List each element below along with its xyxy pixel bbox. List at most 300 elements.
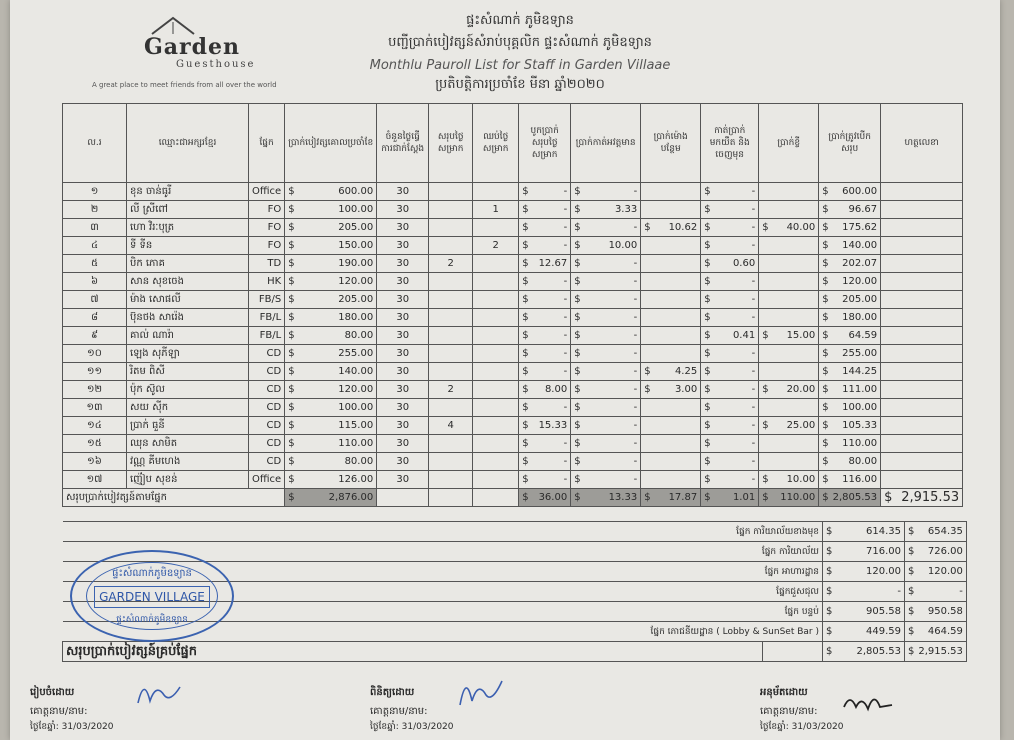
employee-name: ទី ទីន xyxy=(127,237,249,255)
signature-mark xyxy=(840,687,900,723)
overtime xyxy=(641,471,701,489)
summary-label: ផ្នែក អាហារដ្ឋាន xyxy=(63,562,823,582)
overtime: $ 3.00 xyxy=(641,381,701,399)
base-salary: $ 255.00 xyxy=(285,345,377,363)
summary-net: $ 449.59 xyxy=(823,622,905,642)
working-days: 30 xyxy=(377,309,429,327)
document-header xyxy=(310,12,730,95)
summary-grand: $ 726.00 xyxy=(905,542,967,562)
overtime: $ 4.25 xyxy=(641,363,701,381)
days-off xyxy=(429,399,473,417)
row-number: ១៧ xyxy=(63,471,127,489)
days-off xyxy=(429,273,473,291)
summary-total-grand: $ 2,915.53 xyxy=(905,642,967,662)
signature-mark xyxy=(450,669,510,713)
days-off xyxy=(429,327,473,345)
days-off-taken xyxy=(473,417,519,435)
column-header: ហត្ថលេខា xyxy=(881,104,963,183)
working-days: 30 xyxy=(377,291,429,309)
net-pay: $ 100.00 xyxy=(819,399,881,417)
table-row xyxy=(63,255,963,273)
days-off xyxy=(429,237,473,255)
day-off-pay: $ - xyxy=(519,327,571,345)
company-stamp xyxy=(70,550,234,642)
employee-name: ញ៉ៀប សុខន់ xyxy=(127,471,249,489)
table-row xyxy=(63,309,963,327)
days-off xyxy=(429,363,473,381)
net-pay: $ 205.00 xyxy=(819,291,881,309)
total-ot: $ 17.87 xyxy=(641,489,701,507)
days-off-taken xyxy=(473,309,519,327)
total-net: $ 2,805.53 xyxy=(819,489,881,507)
working-days: 30 xyxy=(377,219,429,237)
signature-cell xyxy=(881,255,963,273)
overtime xyxy=(641,183,701,201)
payroll-table xyxy=(62,103,963,507)
absence-deduction: $ - xyxy=(571,291,641,309)
signature-cell xyxy=(881,291,963,309)
overtime xyxy=(641,309,701,327)
column-header: បូកប្រាក់សរុបថ្ងៃសម្រាក xyxy=(519,104,571,183)
english-title: Monthlu Pauroll List for Staff in Garden Villaae xyxy=(369,58,671,73)
overtime xyxy=(641,237,701,255)
table-row xyxy=(63,201,963,219)
base-salary: $ 120.00 xyxy=(285,273,377,291)
row-number: ១៤ xyxy=(63,417,127,435)
net-pay: $ 144.25 xyxy=(819,363,881,381)
logo-brand: Garden xyxy=(144,34,241,60)
signature-cell xyxy=(881,471,963,489)
summary-label: ផ្នែក បន្ទប់ xyxy=(63,602,823,622)
row-number: ២ xyxy=(63,201,127,219)
table-row xyxy=(63,291,963,309)
days-off xyxy=(429,219,473,237)
summary-row xyxy=(63,522,967,542)
days-off xyxy=(429,435,473,453)
base-salary: $ 600.00 xyxy=(285,183,377,201)
loan xyxy=(759,435,819,453)
loan xyxy=(759,237,819,255)
department: CD xyxy=(249,399,285,417)
column-header: ប្រាក់ត្រូវបើកសរុប xyxy=(819,104,881,183)
net-pay: $ 64.59 xyxy=(819,327,881,345)
summary-total-net: $ 2,805.53 xyxy=(823,642,905,662)
late-deduction: $ - xyxy=(701,399,759,417)
row-number: ១១ xyxy=(63,363,127,381)
loan xyxy=(759,363,819,381)
signature-cell xyxy=(881,237,963,255)
table-row xyxy=(63,183,963,201)
signature-cell xyxy=(881,399,963,417)
days-off-taken xyxy=(473,273,519,291)
net-pay: $ 116.00 xyxy=(819,471,881,489)
summary-net: $ 716.00 xyxy=(823,542,905,562)
absence-deduction: $ - xyxy=(571,417,641,435)
column-header: ល.រ xyxy=(63,104,127,183)
summary-grand: $ 950.58 xyxy=(905,602,967,622)
department: TD xyxy=(249,255,285,273)
late-deduction: $ - xyxy=(701,363,759,381)
base-salary: $ 205.00 xyxy=(285,291,377,309)
base-salary: $ 120.00 xyxy=(285,381,377,399)
employee-name: ហោ វិរៈបុត្រ xyxy=(127,219,249,237)
table-row xyxy=(63,417,963,435)
days-off-taken xyxy=(473,291,519,309)
column-header: ប្រាក់កាត់អវត្តមាន xyxy=(571,104,641,183)
late-deduction: $ - xyxy=(701,417,759,435)
net-pay: $ 80.00 xyxy=(819,453,881,471)
days-off-taken xyxy=(473,471,519,489)
department: CD xyxy=(249,435,285,453)
days-off-taken xyxy=(473,327,519,345)
total-loan: $ 110.00 xyxy=(759,489,819,507)
base-salary: $ 80.00 xyxy=(285,327,377,345)
days-off xyxy=(429,291,473,309)
loan: $ 25.00 xyxy=(759,417,819,435)
absence-deduction: $ - xyxy=(571,327,641,345)
base-salary: $ 150.00 xyxy=(285,237,377,255)
payroll-sheet xyxy=(10,0,1000,740)
signature-cell xyxy=(881,309,963,327)
department: FB/L xyxy=(249,327,285,345)
signature-cell xyxy=(881,219,963,237)
employee-name: សាន សុខចេង xyxy=(127,273,249,291)
working-days: 30 xyxy=(377,273,429,291)
signature-cell xyxy=(881,363,963,381)
signature-cell xyxy=(881,273,963,291)
base-salary: $ 126.00 xyxy=(285,471,377,489)
absence-deduction: $ - xyxy=(571,453,641,471)
day-off-pay: $ - xyxy=(519,363,571,381)
net-pay: $ 202.07 xyxy=(819,255,881,273)
summary-grand: $ 654.35 xyxy=(905,522,967,542)
signature-cell xyxy=(881,453,963,471)
base-salary: $ 100.00 xyxy=(285,201,377,219)
table-row xyxy=(63,471,963,489)
column-header: ឈប់ថ្ងៃសម្រាក xyxy=(473,104,519,183)
day-off-pay: $ - xyxy=(519,399,571,417)
table-row xyxy=(63,273,963,291)
overtime xyxy=(641,273,701,291)
table-row xyxy=(63,453,963,471)
day-off-pay: $ - xyxy=(519,201,571,219)
total-salary: $ 2,876.00 xyxy=(285,489,377,507)
stamp-top: ផ្ទះសំណាក់ភូមិឧទ្យាន xyxy=(112,568,192,579)
day-off-pay: $ - xyxy=(519,471,571,489)
absence-deduction: $ - xyxy=(571,435,641,453)
late-deduction: $ - xyxy=(701,273,759,291)
column-header: ផ្នែក xyxy=(249,104,285,183)
loan: $ 15.00 xyxy=(759,327,819,345)
days-off-taken xyxy=(473,183,519,201)
loan xyxy=(759,399,819,417)
department: FO xyxy=(249,219,285,237)
overtime xyxy=(641,291,701,309)
absence-deduction: $ - xyxy=(571,309,641,327)
table-row xyxy=(63,381,963,399)
days-off-taken xyxy=(473,363,519,381)
row-number: ៩ xyxy=(63,327,127,345)
summary-net: $ 120.00 xyxy=(823,562,905,582)
column-header: ប្រាក់បៀវត្សគោលប្រចាំខែ xyxy=(285,104,377,183)
total-late: $ 1.01 xyxy=(701,489,759,507)
days-off: 2 xyxy=(429,255,473,273)
row-number: ១ xyxy=(63,183,127,201)
late-deduction: $ - xyxy=(701,381,759,399)
total-grand: $ 2,915.53 xyxy=(881,489,963,507)
base-salary: $ 80.00 xyxy=(285,453,377,471)
loan xyxy=(759,291,819,309)
department: Office xyxy=(249,183,285,201)
row-number: ៧ xyxy=(63,291,127,309)
days-off-taken: 2 xyxy=(473,237,519,255)
loan xyxy=(759,183,819,201)
net-pay: $ 111.00 xyxy=(819,381,881,399)
overtime xyxy=(641,399,701,417)
late-deduction: $ - xyxy=(701,219,759,237)
day-off-pay: $ - xyxy=(519,309,571,327)
khmer-title: បញ្ជីប្រាក់បៀវត្សន៍សំរាប់បុគ្គលិក ផ្ទះសំណាក់ ភូមិឧទ្យាន xyxy=(388,35,652,50)
column-header: ចំនួនថ្ងៃធ្វើការជាក់ស្តែង xyxy=(377,104,429,183)
row-number: ១០ xyxy=(63,345,127,363)
late-deduction: $ - xyxy=(701,291,759,309)
working-days: 30 xyxy=(377,345,429,363)
base-salary: $ 110.00 xyxy=(285,435,377,453)
department: HK xyxy=(249,273,285,291)
signature-block-checked: ពិនិត្យដោយ គោត្តនាម/នាម: ថ្ងៃខែឆ្នាំ: 31/03/2020 xyxy=(370,685,454,734)
department: FB/L xyxy=(249,309,285,327)
working-days: 30 xyxy=(377,381,429,399)
summary-grand: $ 120.00 xyxy=(905,562,967,582)
employee-name: គាល់ ណារ៉ា xyxy=(127,327,249,345)
employee-name: រិតម ពិសី xyxy=(127,363,249,381)
table-row xyxy=(63,219,963,237)
summary-label: ផ្នែក ការិយាល័យខាងមុខ xyxy=(63,522,823,542)
column-header: ឈ្មោះជាអក្សរខ្មែរ xyxy=(127,104,249,183)
absence-deduction: $ - xyxy=(571,399,641,417)
day-off-pay: $ - xyxy=(519,291,571,309)
total-row xyxy=(63,489,963,507)
overtime xyxy=(641,435,701,453)
late-deduction: $ 0.41 xyxy=(701,327,759,345)
summary-label: ផ្នែក ភោជនីយដ្ឋាន ( Lobby & SunSet Bar ) xyxy=(63,622,823,642)
loan: $ 40.00 xyxy=(759,219,819,237)
overtime xyxy=(641,255,701,273)
net-pay: $ 120.00 xyxy=(819,273,881,291)
absence-deduction: $ - xyxy=(571,183,641,201)
working-days: 30 xyxy=(377,201,429,219)
day-off-pay: $ - xyxy=(519,345,571,363)
late-deduction: $ - xyxy=(701,237,759,255)
logo-tagline: A great place to meet friends from all over the world xyxy=(92,81,277,89)
day-off-pay: $ - xyxy=(519,219,571,237)
summary-grand: $ - xyxy=(905,582,967,602)
absence-deduction: $ - xyxy=(571,273,641,291)
days-off-taken xyxy=(473,219,519,237)
signature-cell xyxy=(881,183,963,201)
day-off-pay: $ 8.00 xyxy=(519,381,571,399)
working-days: 30 xyxy=(377,417,429,435)
day-off-pay: $ - xyxy=(519,435,571,453)
employee-name: ឡេង សុភីឡា xyxy=(127,345,249,363)
department: Office xyxy=(249,471,285,489)
header-row xyxy=(63,104,963,183)
table-row xyxy=(63,345,963,363)
late-deduction: $ - xyxy=(701,309,759,327)
absence-deduction: $ - xyxy=(571,363,641,381)
table-row xyxy=(63,237,963,255)
department: CD xyxy=(249,417,285,435)
period: ប្រតិបត្តិការប្រចាំខែ មីនា ឆ្នាំ២០២០ xyxy=(435,77,605,92)
days-off-taken xyxy=(473,381,519,399)
day-off-pay: $ 15.33 xyxy=(519,417,571,435)
employee-name: ប៊ុនថង សារ៉េង xyxy=(127,309,249,327)
employee-name: ឈុន សាមិត xyxy=(127,435,249,453)
overtime xyxy=(641,345,701,363)
row-number: ១៦ xyxy=(63,453,127,471)
late-deduction: $ - xyxy=(701,201,759,219)
late-deduction: $ 0.60 xyxy=(701,255,759,273)
department: FO xyxy=(249,237,285,255)
day-off-pay: $ 12.67 xyxy=(519,255,571,273)
summary-net: $ 905.58 xyxy=(823,602,905,622)
total-bonus: $ 36.00 xyxy=(519,489,571,507)
working-days: 30 xyxy=(377,363,429,381)
column-header: ប្រាក់ខ្ចី xyxy=(759,104,819,183)
days-off-taken: 1 xyxy=(473,201,519,219)
working-days: 30 xyxy=(377,399,429,417)
roof-icon xyxy=(148,16,198,36)
base-salary: $ 205.00 xyxy=(285,219,377,237)
net-pay: $ 110.00 xyxy=(819,435,881,453)
summary-total-row xyxy=(63,642,967,662)
working-days: 30 xyxy=(377,327,429,345)
row-number: ៤ xyxy=(63,237,127,255)
signature-cell xyxy=(881,381,963,399)
day-off-pay: $ - xyxy=(519,453,571,471)
loan: $ 20.00 xyxy=(759,381,819,399)
signature-cell xyxy=(881,345,963,363)
days-off xyxy=(429,309,473,327)
working-days: 30 xyxy=(377,471,429,489)
khmer-name: ផ្ទះសំណាក់ ភូមិឧទ្យាន xyxy=(466,13,574,28)
base-salary: $ 140.00 xyxy=(285,363,377,381)
loan xyxy=(759,273,819,291)
overtime xyxy=(641,201,701,219)
net-pay: $ 180.00 xyxy=(819,309,881,327)
base-salary: $ 115.00 xyxy=(285,417,377,435)
loan xyxy=(759,255,819,273)
day-off-pay: $ - xyxy=(519,183,571,201)
days-off: 4 xyxy=(429,417,473,435)
base-salary: $ 180.00 xyxy=(285,309,377,327)
employee-name: ម៉ាង សោផលី xyxy=(127,291,249,309)
employee-name: វណ្ណ គីមហេង xyxy=(127,453,249,471)
employee-name: ខុន ចាន់ធូរី xyxy=(127,183,249,201)
net-pay: $ 140.00 xyxy=(819,237,881,255)
signature-block-approved: អនុម័តដោយ គោត្តនាម/នាម: ថ្ងៃខែឆ្នាំ: 31/03/2020 xyxy=(760,685,844,734)
days-off xyxy=(429,453,473,471)
total-label: សរុបប្រាក់បៀវត្សន៍តាមផ្នែក xyxy=(63,489,285,507)
net-pay: $ 105.33 xyxy=(819,417,881,435)
summary-grand: $ 464.59 xyxy=(905,622,967,642)
summary-label: ផ្នែកជួសជុល xyxy=(63,582,823,602)
employee-name: សយ ស៊ីក xyxy=(127,399,249,417)
absence-deduction: $ 3.33 xyxy=(571,201,641,219)
days-off xyxy=(429,201,473,219)
employee-name: ប៉ុក ស៊ូល xyxy=(127,381,249,399)
column-header: សរុបថ្ងៃសម្រាក xyxy=(429,104,473,183)
row-number: ១៥ xyxy=(63,435,127,453)
employee-name: លី ស្រីពៅ xyxy=(127,201,249,219)
days-off xyxy=(429,471,473,489)
row-number: ១៣ xyxy=(63,399,127,417)
late-deduction: $ - xyxy=(701,453,759,471)
garden-logo xyxy=(92,16,306,89)
late-deduction: $ - xyxy=(701,345,759,363)
late-deduction: $ - xyxy=(701,183,759,201)
summary-net: $ - xyxy=(823,582,905,602)
row-number: ១២ xyxy=(63,381,127,399)
net-pay: $ 175.62 xyxy=(819,219,881,237)
absence-deduction: $ - xyxy=(571,471,641,489)
loan xyxy=(759,345,819,363)
working-days: 30 xyxy=(377,453,429,471)
loan: $ 10.00 xyxy=(759,471,819,489)
overtime xyxy=(641,453,701,471)
loan xyxy=(759,453,819,471)
days-off xyxy=(429,345,473,363)
net-pay: $ 255.00 xyxy=(819,345,881,363)
loan xyxy=(759,201,819,219)
row-number: ៥ xyxy=(63,255,127,273)
absence-deduction: $ - xyxy=(571,255,641,273)
row-number: ៣ xyxy=(63,219,127,237)
signature-cell xyxy=(881,201,963,219)
table-row xyxy=(63,399,963,417)
loan xyxy=(759,309,819,327)
days-off xyxy=(429,183,473,201)
department: CD xyxy=(249,453,285,471)
signature-cell xyxy=(881,327,963,345)
department: CD xyxy=(249,363,285,381)
department: FO xyxy=(249,201,285,219)
working-days: 30 xyxy=(377,255,429,273)
department: CD xyxy=(249,345,285,363)
days-off-taken xyxy=(473,435,519,453)
late-deduction: $ - xyxy=(701,471,759,489)
stamp-bottom: ផ្ទះសំណាក់ភូមិឧទ្យាន xyxy=(116,615,188,625)
row-number: ៦ xyxy=(63,273,127,291)
late-deduction: $ - xyxy=(701,435,759,453)
department: FB/S xyxy=(249,291,285,309)
absence-deduction: $ 10.00 xyxy=(571,237,641,255)
table-row xyxy=(63,363,963,381)
absence-deduction: $ - xyxy=(571,345,641,363)
stamp-middle: GARDEN VILLAGE xyxy=(94,586,210,608)
day-off-pay: $ - xyxy=(519,237,571,255)
working-days: 30 xyxy=(377,237,429,255)
signature-mark xyxy=(130,673,190,713)
overtime xyxy=(641,327,701,345)
table-row xyxy=(63,435,963,453)
employee-name: ប្រាក់ ធួនី xyxy=(127,417,249,435)
logo-sub: Guesthouse xyxy=(176,59,256,70)
summary-total-label: សរុបប្រាក់បៀវត្សន៍គ្រប់ផ្នែក xyxy=(63,642,763,662)
net-pay: $ 96.67 xyxy=(819,201,881,219)
column-header: កាត់ប្រាក់មកយឺត និងចេញមុន xyxy=(701,104,759,183)
working-days: 30 xyxy=(377,183,429,201)
